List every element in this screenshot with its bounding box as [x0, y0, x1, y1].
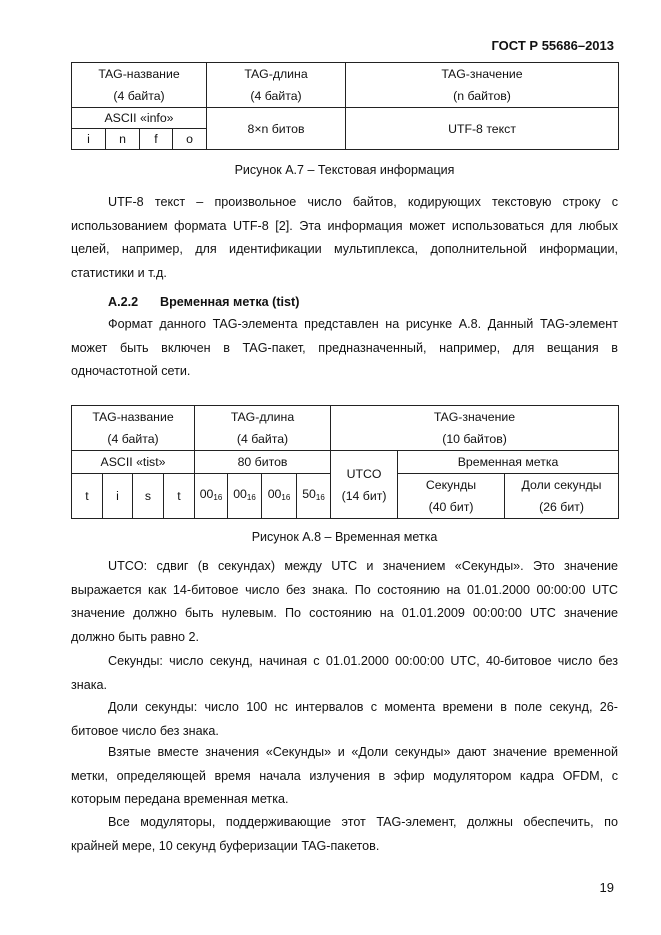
table-header-row	[72, 63, 619, 108]
hex-cell: $50_{16}$	[297, 474, 331, 519]
letter-cell: s	[133, 474, 164, 519]
table-row	[72, 108, 619, 129]
table-header-row	[72, 406, 619, 451]
hex-cell: $00_{16}$	[228, 474, 262, 519]
letter-cell: i	[103, 474, 133, 519]
letter-cell: i	[72, 129, 106, 150]
ascii-label: ASCII «tist»	[72, 451, 195, 474]
letter-cell: f	[140, 129, 173, 150]
paragraph-format: Формат данного TAG-элемента представлен на рисунке А.8. Данный TAG-элемент может быть включен в TAG-пакет, предназначенный, например, для вещания в одночастотной сети.	[71, 317, 618, 378]
standard-code: ГОСТ Р 55686–2013	[491, 38, 614, 53]
seconds-cell: Секунды (40 бит)	[398, 474, 505, 519]
tag-name-header: TAG-название (4 байта)	[72, 63, 207, 108]
paragraph-modulators: Все модуляторы, поддерживающие этот TAG-элемент, должны обеспечить, по крайней мере, 10 секунд буферизации TAG-пакетов.	[71, 815, 618, 853]
letter-cell: n	[106, 129, 140, 150]
section-number: А.2.2	[108, 295, 139, 309]
page-number: 19	[599, 880, 614, 895]
caption-figure-a7: Рисунок А.7 – Текстовая информация	[234, 163, 455, 177]
tag-value-header: TAG-значение (10 байтов)	[331, 406, 619, 451]
paragraph-utco: UTCO: сдвиг (в секундах) между UTC и значением «Секунды». Это значение выражается как 14-битовое число без знака. По состоянию на 01.01.2000 00:00:00 UTC значение должно быть нулевым. По состоянию на 01.01.2009 00:00:00 UTC значение должно быть равно 2.	[71, 559, 618, 644]
letter-cell: t	[72, 474, 103, 519]
section-heading	[108, 292, 299, 312]
timestamp-header: Временная метка	[398, 451, 619, 474]
ascii-label: ASCII «info»	[72, 108, 207, 129]
table-text-info	[71, 62, 619, 150]
table-timestamp	[71, 405, 619, 519]
tag-length-header: TAG-длина (4 байта)	[195, 406, 331, 451]
paragraph-fraction: Доли секунды: число 100 нс интервалов с момента времени в поле секунд, 26-битовое число без знака.	[71, 700, 618, 738]
paragraph-seconds: Секунды: число секунд, начиная с 01.01.2000 00:00:00 UTC, 40-битовое число без знака.	[71, 654, 618, 692]
bits-label: 80 битов	[195, 451, 331, 474]
letter-cell: t	[164, 474, 195, 519]
paragraph-utf8: UTF-8 текст – произвольное число байтов, кодирующих текстовую строку с использованием формата UTF-8 [2]. Эта информация может использоваться для любых целей, например, для идентификации мультиплекса, дополнительной информации, статистики и т.д.	[71, 195, 618, 280]
paragraph-together: Взятые вместе значения «Секунды» и «Доли секунды» дают значение временной метки, определяющей время начала излучения в эфир модулятором кадра OFDM, с которым передана временная метка.	[71, 745, 618, 806]
tag-value-header: TAG-значение (n байтов)	[346, 63, 619, 108]
caption-figure-a8: Рисунок А.8 – Временная метка	[251, 530, 438, 544]
tag-length-header: TAG-длина (4 байта)	[207, 63, 346, 108]
length-value: 8×n битов	[207, 108, 346, 150]
hex-cell: $00_{16}$	[262, 474, 297, 519]
value-cell: UTF-8 текст	[346, 108, 619, 150]
table-row	[72, 451, 619, 474]
letter-cell: o	[173, 129, 207, 150]
utco-cell: UTCO (14 бит)	[331, 451, 398, 519]
section-title: Временная метка (tist)	[160, 295, 300, 309]
tag-name-header: TAG-название (4 байта)	[72, 406, 195, 451]
hex-cell: $00_{16}$	[195, 474, 228, 519]
fraction-cell: Доли секунды (26 бит)	[505, 474, 619, 519]
